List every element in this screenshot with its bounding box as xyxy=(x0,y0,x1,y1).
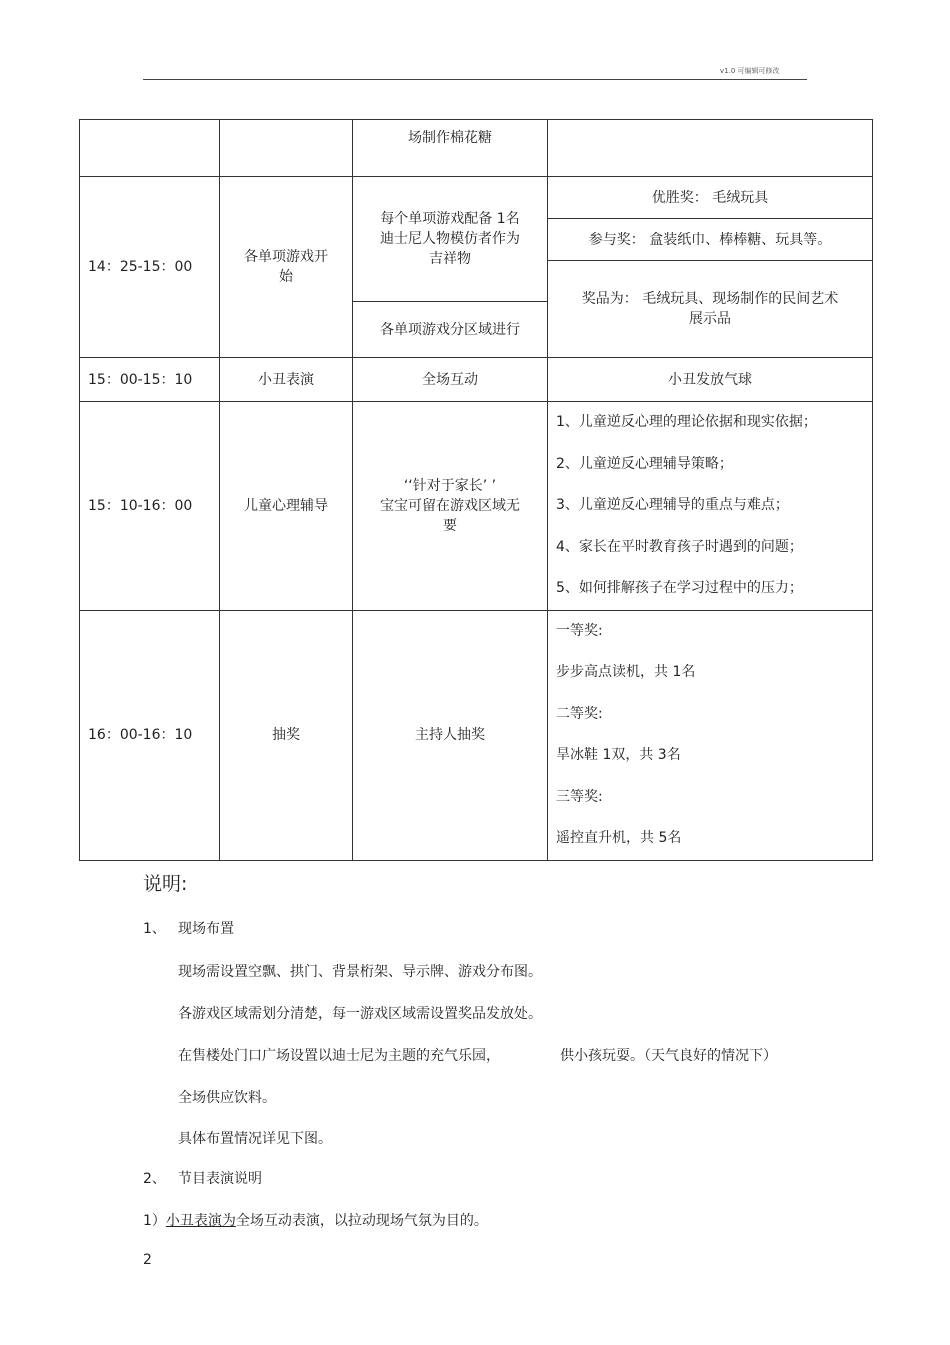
header-version-text: v1.0 可编辑可修改 xyxy=(720,67,780,75)
item-title: 现场布置 xyxy=(178,921,234,937)
note-line: 各游戏区域需划分清楚，每一游戏区域需设置奖品发放处。 xyxy=(178,1006,542,1022)
time-cell: 14：25-15：00 xyxy=(80,177,220,358)
notes-cell xyxy=(548,120,873,177)
note-line: 在售楼处门口广场设置以迪士尼为主题的充气乐园， xyxy=(178,1048,500,1064)
note-line-tail: 供小孩玩耍。（天气良好的情况下） xyxy=(560,1048,777,1064)
time-cell: 15：10-16：00 xyxy=(80,402,220,611)
notes-cell xyxy=(548,610,873,860)
prize-line: 步步高点读机，共 1名 xyxy=(556,664,696,680)
topic-line: 2、儿童逆反心理辅导策略； xyxy=(556,455,733,472)
item-number: 2、 xyxy=(143,1171,166,1187)
time-cell xyxy=(80,120,220,177)
activity-cell xyxy=(220,120,353,177)
activity-line: 各单项游戏开 xyxy=(244,249,328,265)
schedule-table xyxy=(79,119,873,861)
note-line-rest: 全场互动表演，以拉动现场气氛为目的。 xyxy=(235,1213,488,1229)
table-row xyxy=(80,358,873,402)
time-cell: 16：00-16：10 xyxy=(80,610,220,860)
table-row xyxy=(80,177,873,219)
table-row xyxy=(80,402,873,611)
prize-cell: 优胜奖： 毛绒玩具 xyxy=(548,177,873,219)
page-number: 2 xyxy=(143,1252,152,1268)
item-prefix: 1） xyxy=(143,1213,166,1229)
prize-line: 二等奖: xyxy=(556,705,603,722)
content-line: 吉祥物 xyxy=(429,251,471,267)
topic-line: 3、儿童逆反心理辅导的重点与难点； xyxy=(556,497,789,513)
clown-show-link[interactable]: 小丑表演为 xyxy=(165,1213,236,1229)
notes-title: 说明: xyxy=(143,873,188,895)
prize-cell xyxy=(548,261,873,358)
prize-cell: 参与奖： 盒装纸巾、棒棒糖、玩具等。 xyxy=(548,219,873,261)
table-row xyxy=(80,120,873,177)
table-row xyxy=(80,610,873,860)
activity-cell: 抽奖 xyxy=(220,610,353,860)
prize-line: 奖品为： 毛绒玩具、现场制作的民间艺术 xyxy=(581,291,839,307)
content-line: 迪士尼人物模仿者作为 xyxy=(380,231,520,247)
note-line: 全场供应饮料。 xyxy=(178,1090,276,1106)
content-line: ‘‘针对于家长’ ’ xyxy=(403,477,497,494)
content-line: 每个单项游戏配备 1名 xyxy=(380,211,520,227)
content-cell: 场制作棉花糖 xyxy=(353,120,548,177)
prize-line: 旱冰鞋 1双，共 3名 xyxy=(556,747,681,763)
note-line xyxy=(143,1211,488,1231)
content-cell: 全场互动 xyxy=(353,358,548,402)
item-title: 节目表演说明 xyxy=(178,1171,262,1187)
content-line: 要 xyxy=(443,517,457,534)
activity-cell: 儿童心理辅导 xyxy=(220,402,353,611)
note-line: 现场需设置空飘、拱门、背景桁架、导示牌、游戏分布图。 xyxy=(178,964,542,980)
topic-line: 4、家长在平时教育孩子时遇到的问题； xyxy=(556,538,803,555)
activity-line: 始 xyxy=(279,269,293,285)
prize-line: 遥控直升机，共 5名 xyxy=(556,830,682,846)
notes-cell xyxy=(548,402,873,611)
prize-line: 一等奖: xyxy=(556,622,603,639)
prize-line: 三等奖: xyxy=(556,788,603,805)
note-line: 具体布置情况详见下图。 xyxy=(178,1131,332,1147)
topic-line: 5、如何排解孩子在学习过程中的压力； xyxy=(556,580,803,596)
prize-line: 展示品 xyxy=(689,311,731,327)
activity-cell: 小丑表演 xyxy=(220,358,353,402)
header-rule xyxy=(143,79,807,80)
content-cell: 各单项游戏分区域进行 xyxy=(353,302,548,358)
topic-line: 1、儿童逆反心理的理论依据和现实依据； xyxy=(556,414,817,430)
time-cell: 15：00-15：10 xyxy=(80,358,220,402)
item-number: 1、 xyxy=(143,921,166,937)
content-cell: 主持人抽奖 xyxy=(353,610,548,860)
notes-cell: 小丑发放气球 xyxy=(548,358,873,402)
activity-cell xyxy=(220,177,353,358)
content-line: 宝宝可留在游戏区域无 xyxy=(380,497,520,514)
content-cell xyxy=(353,402,548,611)
content-cell xyxy=(353,177,548,302)
